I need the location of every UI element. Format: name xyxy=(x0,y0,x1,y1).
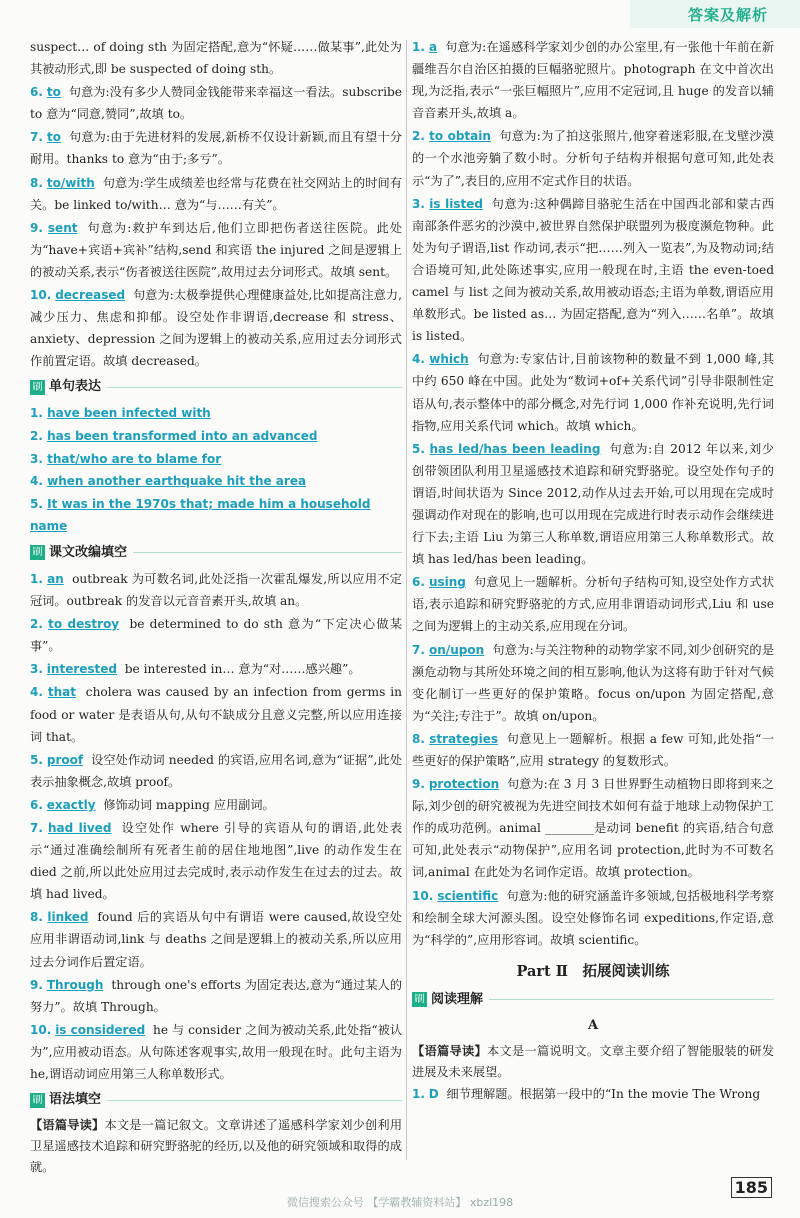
item-number: 7. xyxy=(30,821,43,835)
guide-text: 本文是一篇说明文。文章主要介绍了智能服装的研发进展及未来展望。 xyxy=(412,1044,775,1080)
answer-item xyxy=(412,885,774,951)
item-explanation: outbreak 为可数名词,此处泛指一次霍乱爆发,所以应用不定冠词。outbreak 的发音以元音音素开头,故填 an。 xyxy=(30,571,402,609)
item-explanation: he 与 consider 之间为被动关系,此处指“被认为”,应用被动语态。从句陈述客观事实,故用一般现在时。此句主语为 he,谓语动词应用第三人称单数形式。 xyxy=(30,1022,403,1082)
answer-item xyxy=(412,193,774,348)
item-answer: to destroy xyxy=(48,617,120,632)
item-explanation: 句意为:在 3 月 3 日世界野生动植物日即将到来之际,刘少创的研究被视为先进空间技术如何有益于地球上动物保护工作的成功范例。animal ________是动词 benefit 的宾语,结合句意可知,此处表示“动物保护”,应用名词 protection,此时为不可数名词,animal 在此处为名词作定语。故填 protection。 xyxy=(412,777,774,880)
item-answer: proof xyxy=(46,752,84,767)
item-number: 4. xyxy=(412,352,425,367)
item-number: 1. xyxy=(412,1087,425,1102)
item-explanation: 修饰动词 mapping 应用副词。 xyxy=(103,797,275,812)
item-explanation: 句意为:学生成绩差也经常与花费在社交网站上的时间有关。be linked to/with… 意为“与……有关”。 xyxy=(30,175,403,212)
item-answer: that xyxy=(47,685,76,700)
answer-item xyxy=(30,81,402,125)
answer-item xyxy=(30,794,402,816)
section-rule xyxy=(133,552,402,553)
item-answer: is listed xyxy=(429,196,483,211)
guide-tag: 【语篇导读】 xyxy=(30,1118,105,1133)
item-number: 8. xyxy=(30,910,43,925)
sentence-answer xyxy=(30,448,402,471)
item-explanation: 句意为:救护车到达后,他们立即把伤者送往医院。此处为“have+宾语+宾补”结构,send 和宾语 the injured 之间是逻辑上的被动关系,表示“伤者被送往医院”,故用过去分词形式。故填 sent。 xyxy=(30,220,403,279)
section-grammar-fill xyxy=(30,1089,402,1111)
section-badge: 刷 xyxy=(30,380,45,395)
sentence-text: that/who are to blame for xyxy=(47,451,222,466)
item-answer: an xyxy=(47,571,64,586)
item-number: 2. xyxy=(30,617,43,632)
section-rule xyxy=(107,1100,402,1101)
item-explanation: 句意见上一题解析。根据 a few 可知,此处指“一些更好的保护策略”,应用 strategy 的复数形式。 xyxy=(412,731,775,768)
answer-item xyxy=(412,1083,774,1105)
item-number: 5. xyxy=(412,441,425,456)
item-explanation: 句意为:与关注物种的动物学家不同,刘少创研究的是濒危动物与其所处环境之间的相互影响,他认为这将有助于针对气候变化制订一些更好的保护策略。focus on/upon 为固定搭配,意为“关注;专注于”。故填 on/upon。 xyxy=(412,642,775,723)
passage-guide xyxy=(412,1041,774,1083)
item-number: 8. xyxy=(412,731,425,746)
passage-letter: A xyxy=(587,1017,599,1033)
answer-item xyxy=(30,906,402,972)
item-answer: protection xyxy=(428,777,500,792)
item-answer: a xyxy=(428,40,438,54)
sentence-answer xyxy=(30,470,402,493)
section-title: 语法填空 xyxy=(49,1092,102,1108)
left-column xyxy=(30,36,402,1178)
item-explanation: 句意为:他的研究涵盖许多领域,包括极地科学考察和绘制全球大河源头图。设空处修饰名词 expeditions,作定语,意为“科学的”,应用形容词。故填 scientific。 xyxy=(412,888,774,947)
sentence-answers xyxy=(30,402,402,538)
answer-item xyxy=(30,749,402,793)
item-answer: linked xyxy=(47,910,89,925)
section-badge: 刷 xyxy=(30,1093,45,1108)
answer-item xyxy=(30,817,402,905)
guide-text: 本文是一篇记叙文。文章讲述了遥感科学家刘少创利用卫星遥感技术追踪和研究野骆驼的经历,以及他的研究领域和取得的成就。 xyxy=(30,1118,403,1175)
page-header xyxy=(0,0,800,32)
item-number: 1. xyxy=(412,40,425,54)
answer-item xyxy=(30,974,402,1018)
item-explanation: 设空处作 where 引导的宾语从句的谓语,此处表示“通过准确绘制所有死者生前的居住地地图”,live 的动作发生在 died 之前,所以此处应用过去完成时,表示动作发生在过去的过去。故填 had lived。 xyxy=(30,821,403,902)
item-explanation: 句意为:太极拳提供心理健康益处,比如提高注意力,减少压力、焦虑和抑郁。设空处作非谓语,decrease 和 stress、anxiety、depression 之间为逻辑上的被动关系,应用过去分词形式作前置定语。故填 decreased。 xyxy=(30,288,403,369)
item-answer: to xyxy=(46,130,61,145)
item-explanation: 句意为:在遥感科学家刘少创的办公室里,有一张他十年前在新疆维吾尔自治区拍摄的巨幅骆驼照片。photograph 在文中首次出现,为泛指,表示“一张巨幅照片”,应用不定冠词,且 huge 的发音以辅音音素开头,故填 a。 xyxy=(412,40,775,121)
fill-items xyxy=(30,568,402,1085)
item-number: 7. xyxy=(412,642,425,657)
watermark: 微信搜索公众号 【学霸教辅资料站】 xbzl198 xyxy=(286,1196,514,1209)
sentence-answer xyxy=(30,402,402,425)
item-number: 9. xyxy=(412,777,425,792)
answer-item xyxy=(412,348,774,436)
answer-item xyxy=(30,126,402,170)
answer-item xyxy=(412,438,774,571)
item-answer: to/with xyxy=(46,175,95,190)
item-number: 9. xyxy=(30,220,43,235)
answer-item xyxy=(30,36,402,80)
section-title: 阅读理解 xyxy=(431,991,484,1007)
grammar-answer-items xyxy=(412,36,774,951)
section-reading xyxy=(412,989,774,1011)
sentence-text: have been infected with xyxy=(47,406,211,421)
answer-item xyxy=(30,217,402,283)
item-number: 9. xyxy=(30,977,43,992)
item-number: 10. xyxy=(412,888,434,903)
item-number: 5. xyxy=(30,752,43,767)
item-number: 3. xyxy=(412,196,425,211)
sentence-text: It was in the 1970s that; made him a household name xyxy=(30,496,371,534)
item-explanation: be determined to do sth 意为“下定决心做某事”。 xyxy=(30,617,403,654)
part-title: Part Ⅱ 拓展阅读训练 xyxy=(516,962,670,980)
item-answer: which xyxy=(429,352,469,367)
item-answer: interested xyxy=(46,662,117,677)
item-number: 3. xyxy=(30,451,43,466)
answer-item xyxy=(412,728,774,772)
answer-item xyxy=(30,681,402,747)
item-explanation: 句意为:为了拍这张照片,他穿着迷彩服,在戈壁沙漠的一个水池旁躺了数小时。分析句子结构并根据句意可知,此处表示“为了”,表目的,应用不定式作目的状语。 xyxy=(412,129,775,188)
sentence-text: has been transformed into an advanced xyxy=(47,429,318,443)
item-explanation: suspect… of doing sth 为固定搭配,意为“怀疑……做某事”,此处为其被动形式,即 be suspected of doing sth。 xyxy=(30,40,402,77)
item-answer: strategies xyxy=(429,731,498,746)
section-title: 课文改编填空 xyxy=(49,544,128,560)
item-number: 5. xyxy=(30,496,43,511)
section-sentence-expression xyxy=(30,376,402,398)
item-number: 6. xyxy=(30,797,43,812)
answer-item xyxy=(30,1019,402,1085)
item-explanation: found 后的宾语从句中有谓语 were caused,故设空处应用非谓语动词,link 与 deaths 之间是逻辑上的被动关系,所以应用过去分词作后置定语。 xyxy=(30,910,402,969)
item-explanation: 设空处作动词 needed 的宾语,应用名词,意为“证据”,此处表示抽象概念,故填 proof。 xyxy=(30,752,403,789)
item-answer: has led/has been leading xyxy=(429,441,601,456)
item-explanation: 句意为:专家估计,目前该物种的数量不到 1,000 峰,其中约 650 峰在中国。此处为“数词+of+关系代词”引导非限制性定语从句,表示整体中的部分概念,对先行词 1,000 作补充说明,先行词指物,应用关系代词 which。故填 which。 xyxy=(412,352,775,433)
item-explanation: cholera was caused by an infection from germs in food or water 是表语从句,从句不缺成分且意义完整,所以应用连接词 that。 xyxy=(30,685,402,744)
header-title: 答案及解析 xyxy=(687,6,768,24)
section-badge: 刷 xyxy=(30,545,45,560)
item-number: 6. xyxy=(30,85,43,100)
item-explanation: 句意为:这种偶蹄目骆驼生活在中国西北部和蒙古西南部条件恶劣的沙漠中,被世界自然保护联盟列为极度濒危物种。此处为句子谓语,list 作动词,表示“把……列入一览表”,为及物动词;结合语境可知,此处陈述事实,应用一般现在时,主语 the even-toed camel 与 list 之间为被动关系,故用被动语态;主语为单数,谓语应用单数形式。be listed as… 为固定搭配,意为“列入……名单”。故填 is listed。 xyxy=(412,196,775,344)
left-top-items xyxy=(30,36,402,372)
item-answer: scientific xyxy=(437,888,499,903)
item-number: 4. xyxy=(30,474,43,489)
answer-item xyxy=(30,568,402,612)
item-number: 2. xyxy=(412,129,425,144)
passage-guide xyxy=(30,1115,402,1178)
item-answer: to obtain xyxy=(429,129,491,144)
item-answer: Through xyxy=(46,977,104,992)
answer-item xyxy=(412,36,774,124)
item-number: 1. xyxy=(30,571,43,586)
item-answer: decreased xyxy=(55,288,126,303)
answer-item xyxy=(412,571,774,637)
item-answer: D xyxy=(428,1087,439,1102)
item-explanation: 细节理解题。根据第一段中的“In the movie The Wrong xyxy=(446,1087,761,1102)
item-number: 2. xyxy=(30,429,43,443)
answer-item xyxy=(30,172,402,216)
answer-item xyxy=(30,658,402,680)
item-number: 7. xyxy=(30,130,43,145)
item-number: 10. xyxy=(30,1022,52,1037)
item-answer: sent xyxy=(47,220,78,235)
item-explanation: be interested in… 意为“对……感兴趣”。 xyxy=(124,662,361,677)
section-badge: 刷 xyxy=(412,992,427,1007)
page-number: 185 xyxy=(731,1177,772,1198)
section-rule xyxy=(107,387,402,388)
guide-tag: 【语篇导读】 xyxy=(412,1044,487,1059)
section-title: 单句表达 xyxy=(49,379,102,395)
item-answer: exactly xyxy=(46,797,96,812)
column-divider xyxy=(406,40,407,1160)
item-number: 4. xyxy=(30,685,43,700)
item-number: 8. xyxy=(30,175,43,190)
item-explanation: 句意为:由于先进材料的发展,新桥不仅设计新颖,而且有望十分耐用。thanks to 意为“由于;多亏”。 xyxy=(30,130,403,167)
item-number: 10. xyxy=(30,288,52,303)
sentence-answer xyxy=(30,493,402,538)
answer-item xyxy=(412,639,774,727)
item-answer: to xyxy=(46,85,61,100)
right-column xyxy=(412,36,774,1106)
answer-item xyxy=(30,284,402,372)
section-text-fill xyxy=(30,542,402,564)
item-number: 6. xyxy=(412,575,425,590)
item-answer: on/upon xyxy=(429,642,485,657)
sentence-text: when another earthquake hit the area xyxy=(47,474,307,489)
section-rule xyxy=(489,999,774,1000)
item-number: 3. xyxy=(30,662,43,677)
item-explanation: 句意见上一题解析。分析句子结构可知,设空处作方式状语,表示追踪和研究野骆驼的方式,应用非谓语动词形式,Liu 和 use 之间为逻辑上的主动关系,应用现在分词。 xyxy=(412,575,775,634)
item-answer: is considered xyxy=(55,1022,146,1037)
item-explanation: 句意为:自 2012 年以来,刘少创带领团队利用卫星遥感技术追踪和研究野骆驼。设空处作句子的谓语,时间状语为 Since 2012,动作从过去开始,可以用现在完成时强调动作对现在的影响,也可以用现在完成进行时表示动作会继续进行下去;主语 Liu 为第三人称单数,谓语应用第三人称单数形式。故填 has led/has been leading。 xyxy=(412,441,774,567)
answer-item xyxy=(30,613,402,657)
sentence-answer xyxy=(30,425,402,448)
item-number: 1. xyxy=(30,406,43,421)
item-answer: had lived xyxy=(48,821,112,835)
item-explanation: 句意为:没有多少人赞同金钱能带来幸福这一看法。subscribe to 意为“同意,赞同”,故填 to。 xyxy=(30,85,403,122)
answer-item xyxy=(412,773,774,883)
answer-item xyxy=(412,125,774,191)
item-answer: using xyxy=(428,575,466,590)
item-explanation: through one's efforts 为固定表达,意为“通过某人的努力”。故填 Through。 xyxy=(30,977,403,1014)
